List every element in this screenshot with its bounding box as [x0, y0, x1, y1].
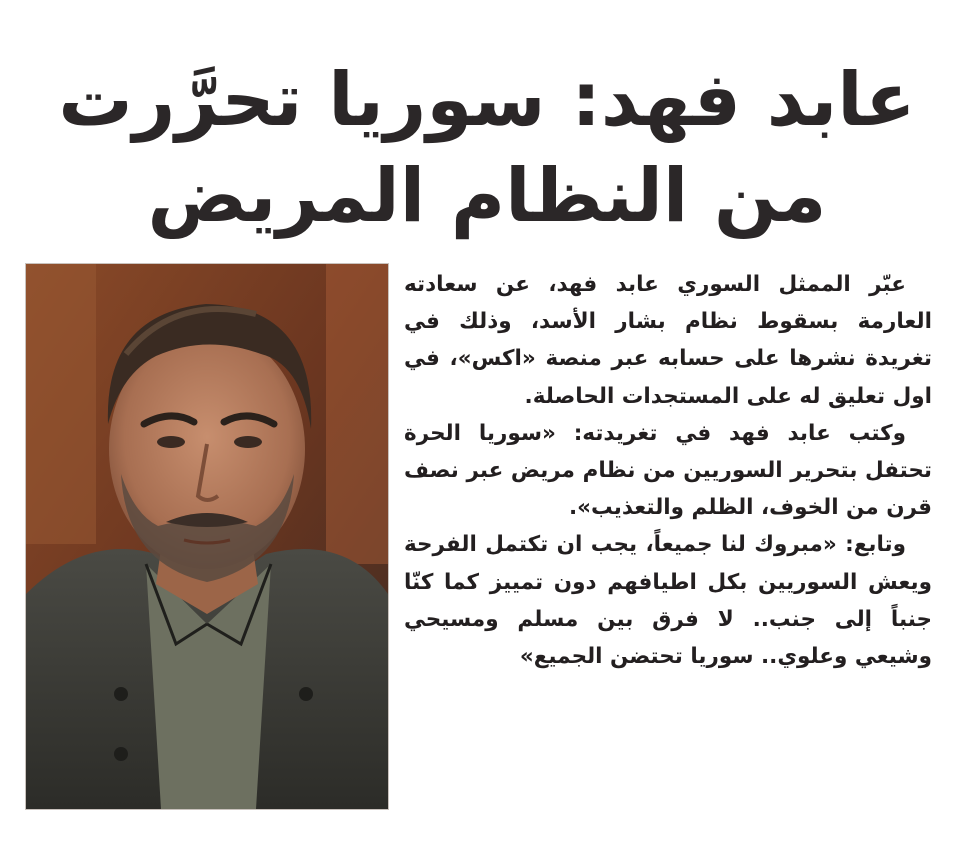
paragraph-2: وكتب عابد فهد في تغريدته: «سوريا الحرة تحتفل بتحرير السوريين من نظام مريض عبر نصف قرن من الخوف، الظلم والتعذيب».: [404, 420, 932, 521]
paragraph-3: وتابع: «مبروك لنا جميعاً، يجب ان تكتمل الفرحة ويعش السوريين بكل اطيافهم دون تمييز كما كنّا جنباً إلى جنب.. لا فرق بين مسلم ومسيحي وشيعي وعلوي.. سوريا تحتضن الجميع»: [404, 532, 932, 670]
headline-line-2: من النظام المريض: [147, 153, 827, 239]
article-body: [404, 266, 932, 675]
paragraph-1: عبّر الممثل السوري عابد فهد، عن سعادته العارمة بسقوط نظام بشار الأسد، وذلك في تغريدة نشرها على حسابه عبر منصة «اكس»، في اول تعليق له على المستجدات الحاصلة.: [404, 272, 932, 409]
portrait-illustration: [26, 264, 388, 809]
headline-line-1: عابد فهد: سوريا تحرَّرت: [58, 57, 916, 143]
portrait-photo: [25, 263, 389, 810]
